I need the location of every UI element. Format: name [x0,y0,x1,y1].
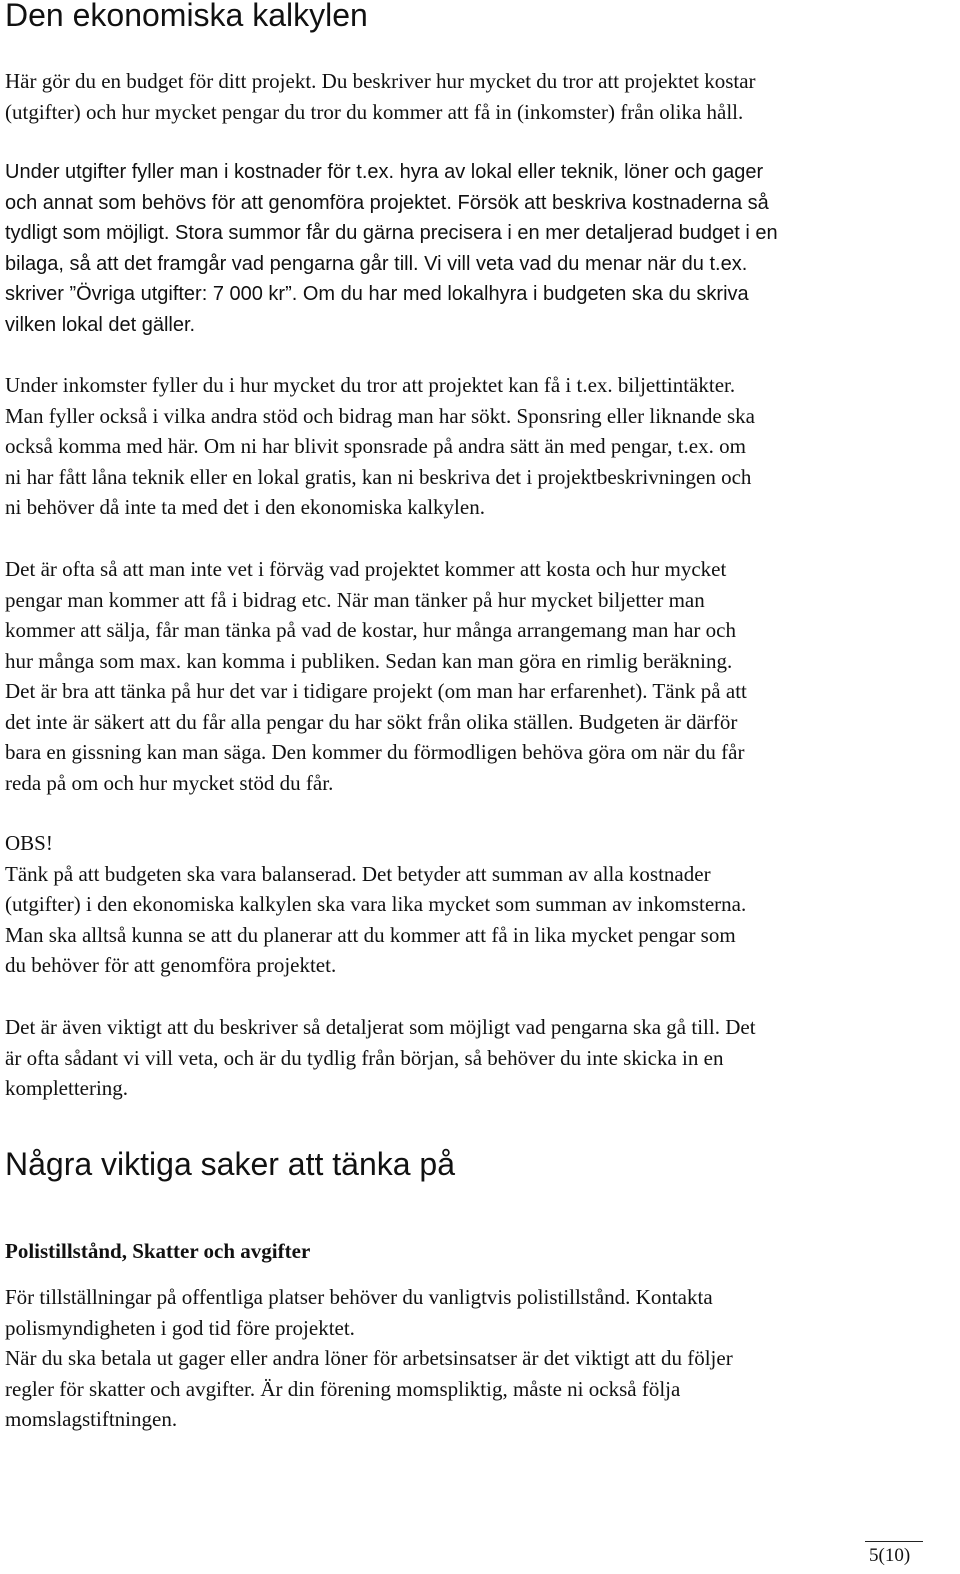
text-line: Under utgifter fyller man i kostnader för t.ex. hyra av lokal eller teknik, löner och gager [5,161,764,183]
text-line: kommer att sälja, får man tänka på vad de kostar, hur många arrangemang man har och [5,618,736,642]
text-line: du behöver för att genomföra projektet. [5,953,337,977]
paragraph-expenses [5,157,957,340]
text-line: Det är även viktigt att du beskriver så detaljerat som möjligt vad pengarna ska gå till. Det [5,1015,756,1039]
text-line: regler för skatter och avgifter. Är din förening momspliktig, måste ni också följa [5,1376,681,1401]
subheading-police-taxes: Polistillstånd, Skatter och avgifter [5,1239,311,1263]
text-line: också komma med här. Om ni har blivit sponsrade på andra sätt än med pengar, t.ex. om [5,434,746,458]
text-line: När du ska betala ut gager eller andra löner för arbetsinsatser är det viktigt att du följer [5,1346,733,1370]
text-line: Det är ofta så att man inte vet i förväg vad projektet kommer att kosta och hur mycket [5,557,727,581]
paragraph-income [5,370,957,523]
text-line: Under inkomster fyller du i hur mycket du tror att projektet kan få i t.ex. biljettintäkter. [5,373,736,397]
paragraph-estimate [5,554,957,798]
text-line: polismyndigheten i god tid före projektet. [5,1315,355,1340]
text-line: det inte är säkert att du får alla pengar du har sökt från olika ställen. Budgeten är därför [5,709,738,734]
text-line: komplettering. [5,1076,129,1100]
text-line: ni har fått låna teknik eller en lokal gratis, kan ni beskriva det i projektbeskrivningen och [5,464,752,489]
text-line: Tänk på att budgeten ska vara balanserad. Det betyder att summan av alla kostnader [5,861,711,886]
section-heading-budget: Den ekonomiska kalkylen [5,0,368,33]
footer-divider [865,1541,923,1542]
text-line: skriver ”Övriga utgifter: 7 000 kr”. Om du har med lokalhyra i budgeten ska du skriva [5,283,749,305]
paragraph-intro [5,66,957,127]
text-line: vilken lokal det gäller. [5,313,196,336]
page-number: 5(10) [869,1545,911,1566]
section-heading-important: Några viktiga saker att tänka på [5,1146,456,1182]
text-line: är ofta sådant vi vill veta, och är du tydlig från början, så behöver du inte skicka in en [5,1045,724,1070]
text-line: Det är bra att tänka på hur det var i tidigare projekt (om man har erfarenhet). Tänk på att [5,679,747,703]
text-line: (utgifter) och hur mycket pengar du tror du kommer att få in (inkomster) från olika håll. [5,99,744,124]
text-line: bilaga, så att det framgår vad pengarna går till. Vi vill veta vad du menar när du t.ex. [5,252,748,275]
text-line: För tillställningar på offentliga platser behöver du vanligtvis polistillstånd. Kontakta [5,1285,713,1309]
text-line: bara en gissning kan man säga. Den kommer du förmodligen behöva göra om när du får [5,740,745,764]
text-line: Här gör du en budget för ditt projekt. Du beskriver hur mycket du tror att projektet kostar [5,69,756,93]
text-line: och annat som behövs för att genomföra projektet. Försök att beskriva kostnaderna så [5,191,769,214]
text-line: (utgifter) i den ekonomiska kalkylen ska vara lika mycket som summan av inkomsterna. [5,892,747,916]
paragraph-obs [5,828,957,981]
paragraph-police-taxes [5,1282,957,1435]
text-line: ni behöver då inte ta med det i den ekonomiska kalkylen. [5,495,485,519]
text-line: hur många som max. kan komma i publiken. Sedan kan man göra en rimlig beräkning. [5,648,733,673]
text-line: pengar man kommer att få i bidrag etc. När man tänker på hur mycket biljetter man [5,587,705,612]
text-line: momslagstiftningen. [5,1407,178,1431]
text-line: tydligt som möjligt. Stora summor får du gärna precisera i en mer detaljerad budget i en [5,222,778,244]
paragraph-details [5,1012,957,1104]
text-line: OBS! [5,831,53,855]
text-line: Man fyller också i vilka andra stöd och bidrag man har sökt. Sponsring eller liknande ska [5,403,755,428]
text-line: Man ska alltså kunna se att du planerar att du kommer att få in lika mycket pengar som [5,922,736,947]
text-line: reda på om och hur mycket stöd du får. [5,770,334,795]
